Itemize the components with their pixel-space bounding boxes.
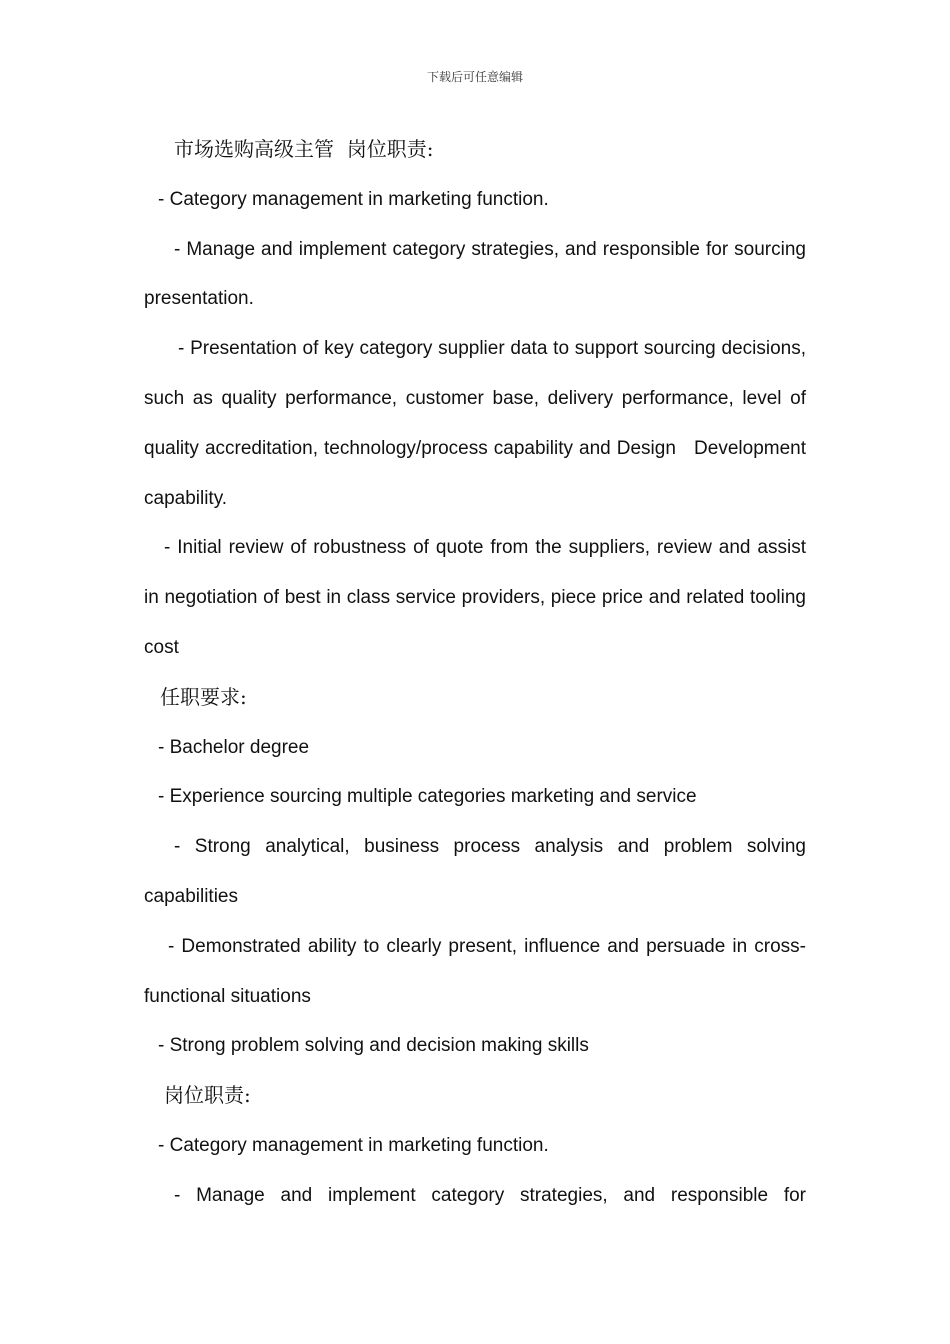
paragraph-11: - Strong problem solving and decision making skills — [158, 1035, 589, 1057]
paragraph-6: 任职要求: — [160, 684, 247, 709]
paragraph-14: - Manage and implement category strategies, and responsible for — [174, 1184, 806, 1206]
paragraph-7: - Bachelor degree — [158, 736, 310, 758]
document-body — [144, 125, 812, 1221]
paragraph-9: - Strong analytical, business process analysis and problem solving capabilities — [144, 836, 812, 907]
paragraph-4: - Presentation of key category supplier data to support sourcing decisions, such as quality performance, customer base, delivery performance, level of quality accreditation, technology/process capability and Design Development capability. — [144, 338, 812, 509]
paragraph-13: - Category management in marketing function. — [158, 1134, 549, 1156]
paragraph-5: - Initial review of robustness of quote from the suppliers, review and assist in negotiation of best in class service providers, piece price and related tooling cost — [144, 537, 812, 658]
paragraph-12: 岗位职责: — [164, 1083, 251, 1108]
paragraph-2: - Category management in marketing function. — [158, 188, 549, 210]
paragraph-10: - Demonstrated ability to clearly present, influence and persuade in cross-functional situations — [144, 935, 806, 1007]
paragraph-3: - Manage and implement category strategies, and responsible for sourcing presentation. — [144, 238, 812, 310]
paragraph-8: - Experience sourcing multiple categories marketing and service — [158, 786, 697, 808]
paragraph-1: 市场选购高级主管 岗位职责: — [174, 137, 434, 161]
page-header: 下载后可任意编辑 — [426, 70, 523, 84]
